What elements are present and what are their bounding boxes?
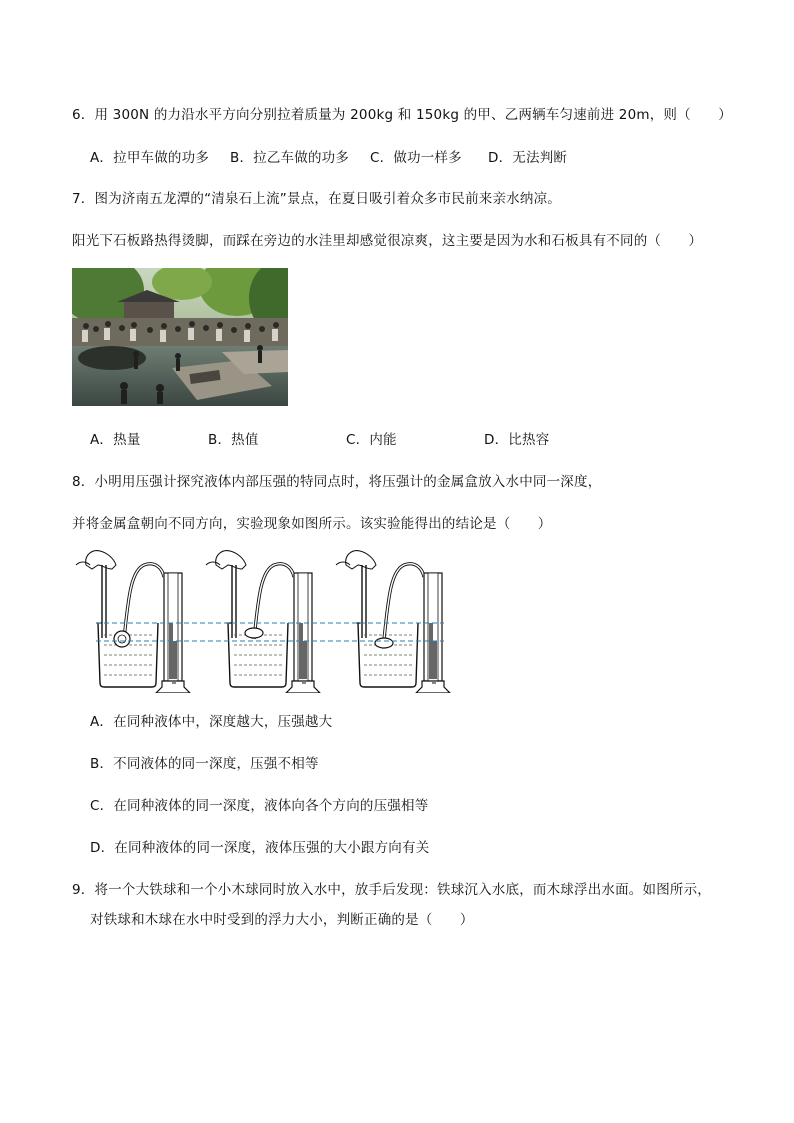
q7-option-b[interactable]: B．热值	[208, 432, 259, 448]
q8-option-a[interactable]: A．在同种液体中，深度越大，压强越大	[90, 714, 333, 730]
wulongtan-photo	[72, 268, 288, 406]
q9-stem-1: 9．将一个大铁球和一个小木球同时放入水中，放手后发现：铁球沉入水底，而木球浮出水面。如图所示，	[72, 882, 711, 898]
pressure-gauge-diagram	[72, 543, 462, 693]
q8-stem-1: 8．小明用压强计探究液体内部压强的特同点时，将压强计的金属盒放入水中同一深度，	[72, 474, 602, 490]
q6-option-d[interactable]: D．无法判断	[488, 150, 568, 166]
q6-stem: 6．用 300N 的力沿水平方向分别拉着质量为 200kg 和 150kg 的甲、乙两辆车匀速前进 20m，则（ ）	[72, 107, 732, 123]
gauge-setup-middle	[206, 551, 320, 693]
q8-option-b[interactable]: B．不同液体的同一深度，压强不相等	[90, 756, 319, 772]
q7-stem-1: 7．图为济南五龙潭的“清泉石上流”景点，在夏日吸引着众多市民前来亲水纳凉。	[72, 191, 561, 207]
q6-option-a[interactable]: A．拉甲车做的功多	[90, 150, 210, 166]
q8-option-c[interactable]: C．在同种液体的同一深度，液体向各个方向的压强相等	[90, 798, 429, 814]
q9-stem-2: 对铁球和木球在水中时受到的浮力大小，判断正确的是（ ）	[90, 912, 474, 928]
q7-option-c[interactable]: C．内能	[346, 432, 397, 448]
gauge-setup-right	[336, 551, 450, 693]
q7-option-d[interactable]: D．比热容	[484, 432, 550, 448]
q6-options	[90, 146, 567, 166]
gauge-setup-left	[76, 551, 190, 693]
q7-option-a[interactable]: A．热量	[90, 432, 141, 448]
q7-options	[90, 428, 549, 448]
q7-stem-2: 阳光下石板路热得烫脚，而踩在旁边的水洼里却感觉很凉爽，这主要是因为水和石板具有不同的（ ）	[72, 233, 703, 249]
q8-stem-2: 并将金属盒朝向不同方向，实验现象如图所示。该实验能得出的结论是（ ）	[72, 516, 552, 532]
q6-option-b[interactable]: B．拉乙车做的功多	[230, 150, 350, 166]
q6-option-c[interactable]: C．做功一样多	[370, 150, 462, 166]
q8-option-d[interactable]: D．在同种液体的同一深度，液体压强的大小跟方向有关	[90, 840, 430, 856]
